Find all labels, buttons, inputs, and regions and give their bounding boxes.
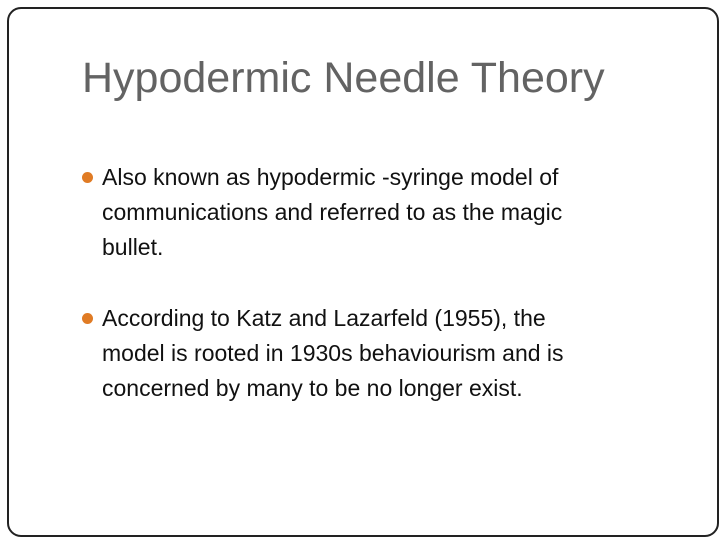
bullet-line: bullet.	[102, 234, 164, 260]
bullet-dot-icon	[82, 172, 93, 183]
bullet-line: concerned by many to be no longer exist.	[102, 375, 523, 401]
bullet-dot-icon	[82, 313, 93, 324]
bullet-item	[82, 301, 682, 406]
bullet-line: model is rooted in 1930s behaviourism and is	[102, 340, 564, 366]
bullet-list	[82, 160, 682, 442]
bullet-line: communications and referred to as the magic	[102, 199, 563, 225]
bullet-line: Also known as hypodermic -syringe model of	[102, 164, 559, 190]
bullet-item	[82, 160, 682, 265]
bullet-line: According to Katz and Lazarfeld (1955), the	[102, 305, 546, 331]
slide-title: Hypodermic Needle Theory	[82, 54, 605, 102]
